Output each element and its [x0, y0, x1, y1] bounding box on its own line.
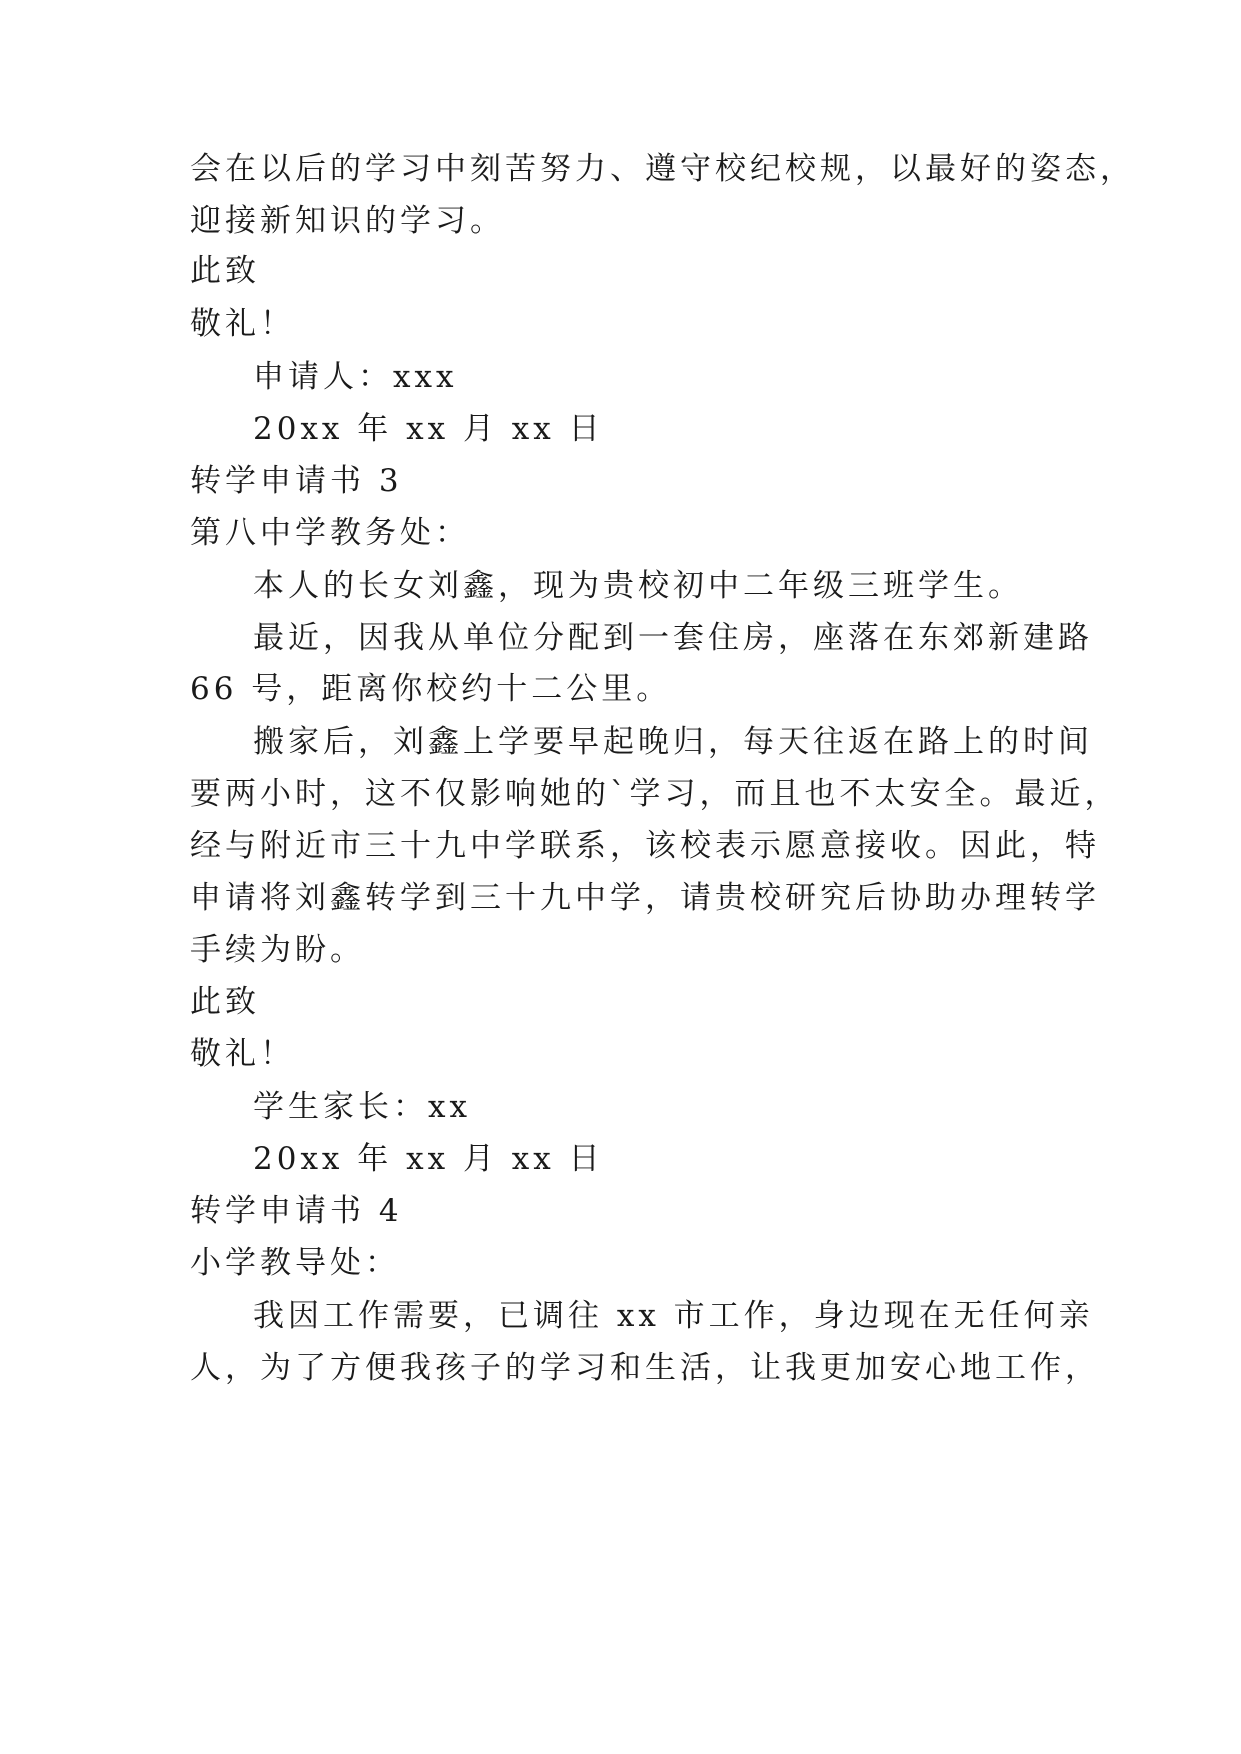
section-title: 转学申请书 3	[190, 463, 403, 499]
closing-salutation: 此致	[190, 984, 260, 1020]
signer-line: 学生家长：xx	[253, 1089, 471, 1125]
recipient-line: 第八中学教务处：	[190, 515, 470, 551]
signer-line: 申请人：xxx	[253, 359, 458, 395]
section-title: 转学申请书 4	[190, 1193, 403, 1229]
date-line: 20xx 年 xx 月 xx 日	[253, 411, 604, 447]
body-text-line: 申请将刘鑫转学到三十九中学，请贵校研究后协助办理转学	[190, 880, 1100, 916]
recipient-line: 小学教导处：	[190, 1245, 400, 1281]
closing-regards: 敬礼！	[190, 306, 295, 342]
body-text-line: 迎接新知识的学习。	[190, 203, 505, 239]
body-text-line: 最近，因我从单位分配到一套住房，座落在东郊新建路	[253, 620, 1093, 656]
body-text-line: 要两小时，这不仅影响她的`学习，而且也不太安全。最近，	[190, 776, 1120, 812]
body-text-line: 经与附近市三十九中学联系，该校表示愿意接收。因此，特	[190, 828, 1100, 864]
body-text-line: 本人的长女刘鑫，现为贵校初中二年级三班学生。	[253, 568, 1023, 604]
closing-salutation: 此致	[190, 253, 260, 289]
closing-regards: 敬礼！	[190, 1036, 295, 1072]
body-text-line: 人，为了方便我孩子的学习和生活，让我更加安心地工作，	[190, 1350, 1100, 1386]
body-text-line: 66 号，距离你校约十二公里。	[190, 671, 672, 707]
body-text-line: 会在以后的学习中刻苦努力、遵守校纪校规，以最好的姿态，	[190, 151, 1135, 187]
date-line: 20xx 年 xx 月 xx 日	[253, 1141, 604, 1177]
body-text-line: 我因工作需要，已调往 xx 市工作，身边现在无任何亲	[253, 1298, 1094, 1334]
body-text-line: 搬家后，刘鑫上学要早起晚归，每天往返在路上的时间	[253, 724, 1093, 760]
body-text-line: 手续为盼。	[190, 932, 365, 968]
